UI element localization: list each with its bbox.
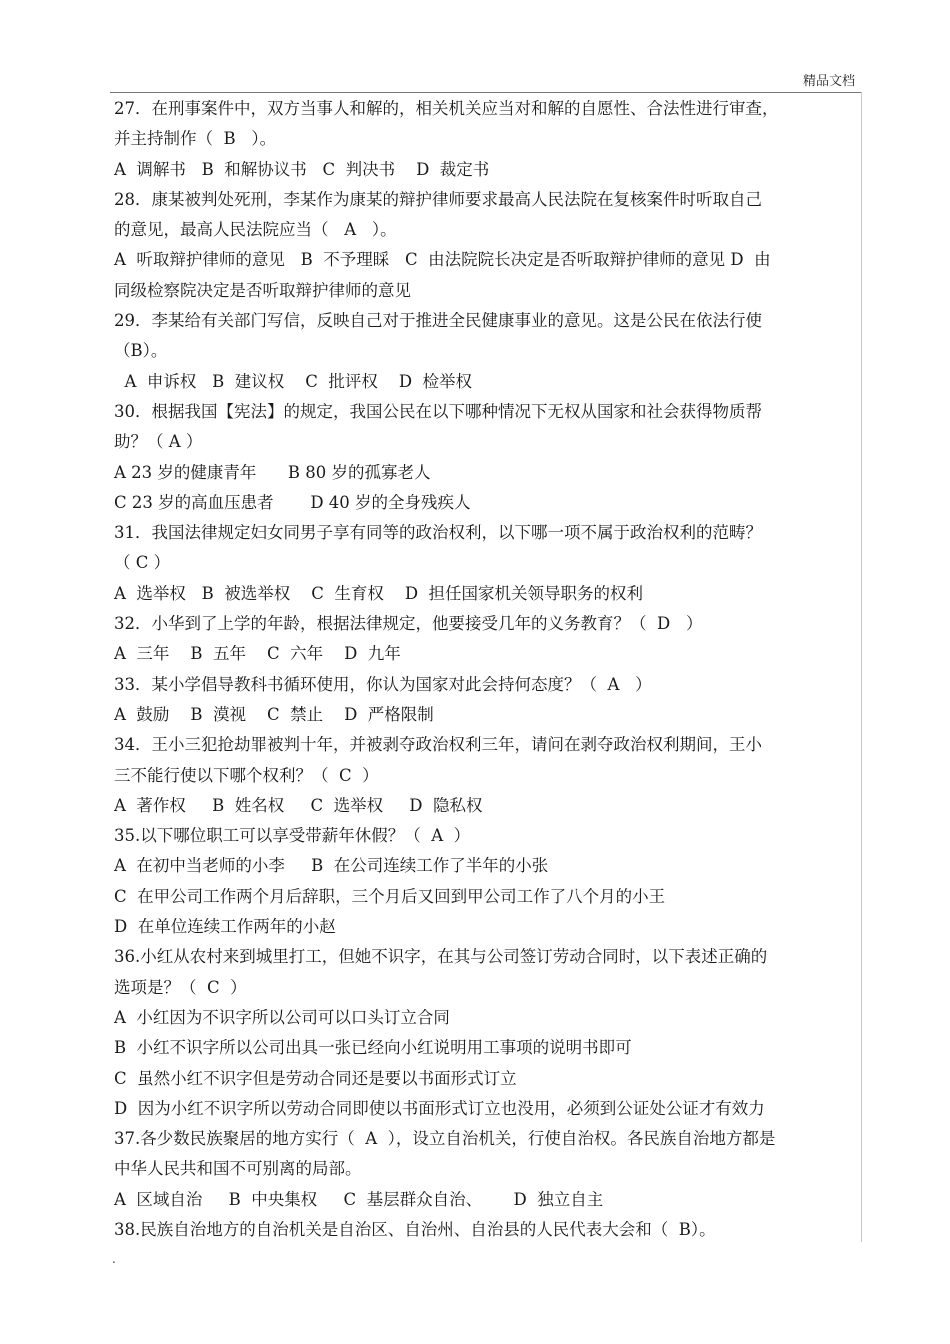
text-line: A 鼓励 B 漠视 C 禁止 D 严格限制: [114, 704, 434, 724]
text-line: 37.各少数民族聚居的地方实行（ A ），设立自治机关，行使自治权。各民族自治地方都是: [114, 1129, 776, 1149]
text-line: A 听取辩护律师的意见 B 不予理睬 C 由法院院长决定是否听取辩护律师的意见 D 由: [114, 250, 771, 270]
text-line: A 选举权 B 被选举权 C 生育权 D 担任国家机关领导职务的权利: [114, 583, 644, 603]
text-line: 选项是？（ C ）: [114, 977, 247, 997]
document-body: [114, 94, 864, 1245]
text-line: 27．在刑事案件中，双方当事人和解的，相关机关应当对和解的自愿性、合法性进行审查，: [114, 99, 779, 118]
text-line: （ C ）: [114, 553, 171, 573]
text-line: 32．小华到了上学的年龄，根据法律规定，他要接受几年的义务教育？（ D ）: [114, 614, 703, 634]
text-line: A 调解书 B 和解协议书 C 判决书 D 裁定书: [114, 159, 490, 179]
text-line: 31．我国法律规定妇女同男子享有同等的政治权利，以下哪一项不属于政治权利的范畴？: [114, 523, 762, 543]
text-line: A 小红因为不识字所以公司可以口头订立合同: [114, 1007, 450, 1027]
text-line: 同级检察院决定是否听取辩护律师的意见: [114, 280, 411, 300]
text-line: 中华人民共和国不可别离的局部。: [114, 1159, 362, 1179]
text-line: C 在甲公司工作两个月后辞职，三个月后又回到甲公司工作了八个月的小王: [114, 886, 666, 906]
text-line: D 在单位连续工作两年的小赵: [114, 917, 336, 937]
text-line: 38.民族自治地方的自治机关是自治区、自治州、自治县的人民代表大会和（ B）。: [114, 1219, 716, 1239]
footer-mark: .: [112, 1252, 116, 1266]
text-line: A 申诉权 B 建议权 C 批评权 D 检举权: [114, 371, 473, 391]
text-line: A 三年 B 五年 C 六年 D 九年: [114, 644, 401, 664]
header-label: 精品文档: [803, 74, 856, 89]
text-line: 29．李某给有关部门写信，反映自己对于推进全民健康事业的意见。这是公民在依法行使: [114, 311, 762, 331]
text-line: A 著作权 B 姓名权 C 选举权 D 隐私权: [114, 795, 483, 815]
header-rule: [110, 92, 862, 93]
text-line: 33．某小学倡导教科书循环使用，你认为国家对此会持何态度？（ A ）: [114, 674, 652, 694]
text-line: 28．康某被判处死刑，李某作为康某的辩护律师要求最高人民法院在复核案件时听取自己: [114, 189, 762, 209]
text-line: （B）。: [114, 341, 168, 361]
text-line: B 小红不识字所以公司出具一张已经向小红说明用工事项的说明书即可: [114, 1038, 632, 1058]
text-line: 34．王小三犯抢劫罪被判十年，并被剥夺政治权利三年，请问在剥夺政治权利期间，王小: [114, 735, 762, 755]
text-line: 三不能行使以下哪个权利？（ C ）: [114, 765, 379, 785]
text-line: D 因为小红不识字所以劳动合同即使以书面形式订立也没用，必须到公证处公证才有效力: [114, 1098, 765, 1118]
text-line: 35.以下哪位职工可以享受带薪年休假？（ A ）: [114, 826, 471, 846]
text-line: A 23 岁的健康青年 B 80 岁的孤寡老人: [114, 462, 431, 482]
text-line: 30．根据我国【宪法】的规定，我国公民在以下哪种情况下无权从国家和社会获得物质帮: [114, 401, 762, 421]
text-line: A 在初中当老师的小李 B 在公司连续工作了半年的小张: [114, 856, 549, 876]
text-line: C 23 岁的高血压患者 D 40 岁的全身残疾人: [114, 492, 471, 512]
text-line: C 虽然小红不识字但是劳动合同还是要以书面形式订立: [114, 1068, 517, 1088]
text-line: A 区域自治 B 中央集权 C 基层群众自治、 D 独立自主: [114, 1189, 604, 1209]
text-line: 助？（ A ）: [114, 432, 203, 452]
text-line: 并主持制作（ B ）。: [114, 129, 277, 149]
text-line: 的意见，最高人民法院应当（ A ）。: [114, 220, 397, 240]
text-line: 36.小红从农村来到城里打工，但她不识字，在其与公司签订劳动合同时，以下表述正确的: [114, 947, 768, 967]
